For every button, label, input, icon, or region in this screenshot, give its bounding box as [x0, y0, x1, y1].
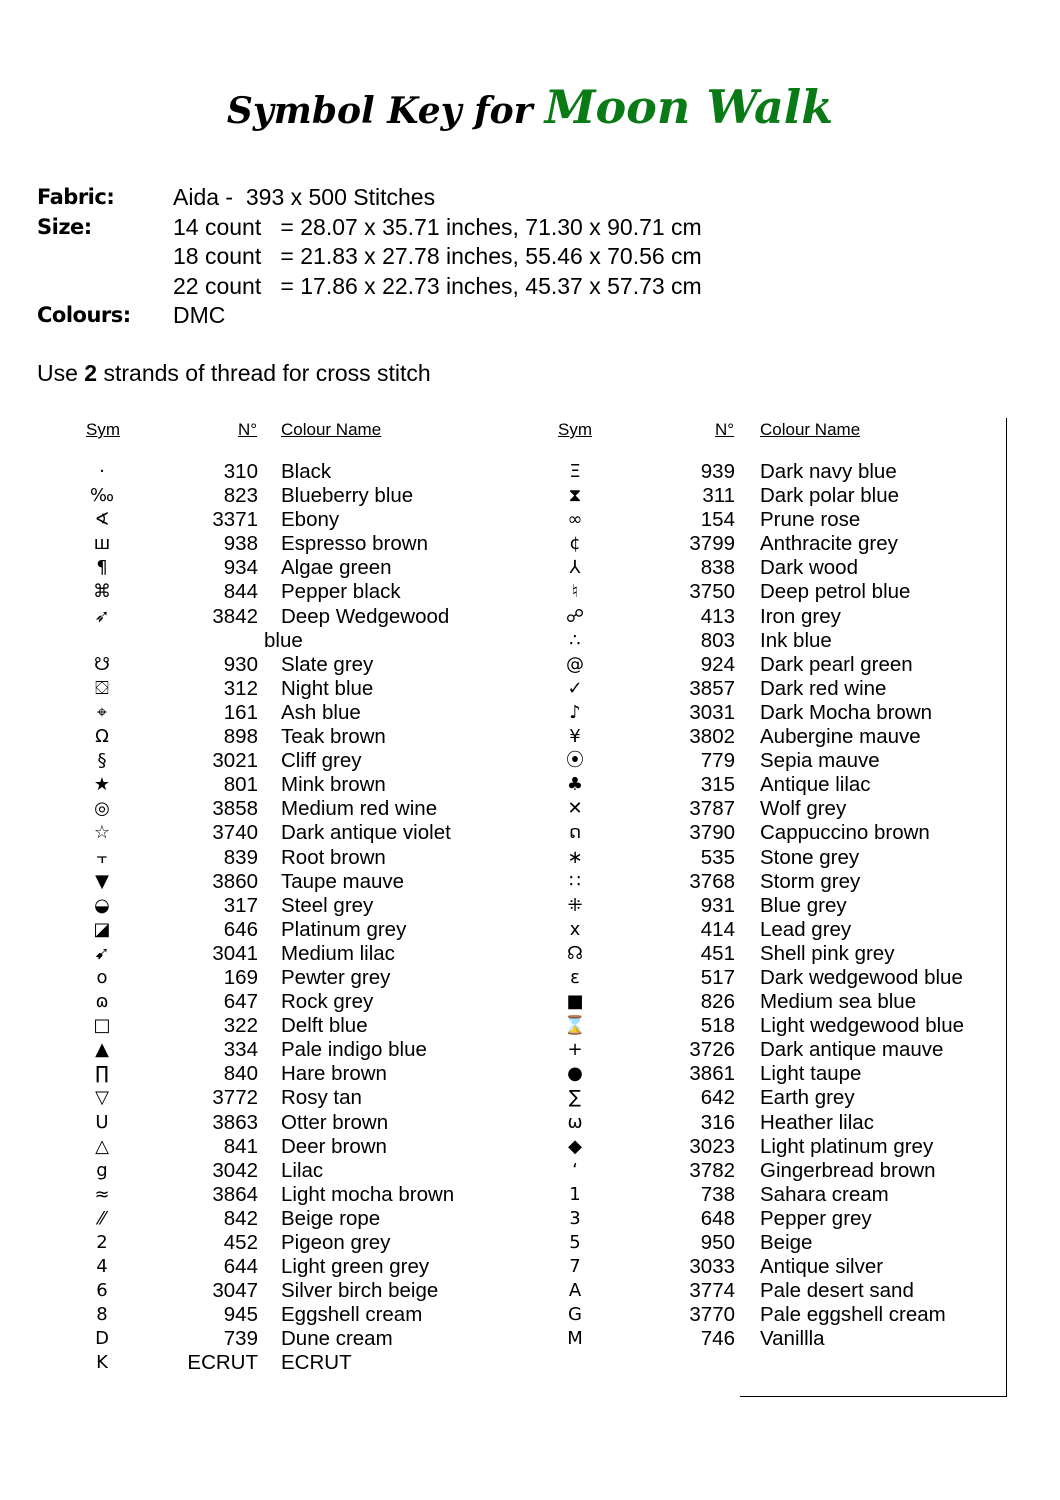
dmc-number: 642 [700, 1086, 735, 1110]
dmc-number: 3782 [689, 1158, 735, 1182]
symbol-glyph: § [97, 750, 107, 772]
symbol-glyph: ⦿ [566, 750, 584, 772]
symbol-glyph: △ [95, 1135, 109, 1157]
dmc-number: 310 [223, 460, 258, 483]
colour-name: Platinum grey [281, 917, 407, 941]
symbol-glyph: ☆ [93, 822, 111, 844]
symbol-glyph: 3 [569, 1207, 581, 1229]
symbol-glyph: ■ [566, 991, 584, 1013]
colour-name: Mink brown [281, 773, 386, 797]
colour-name: Root brown [281, 845, 386, 869]
symbol-glyph: ▼ [95, 870, 109, 892]
dmc-number: 3790 [689, 821, 735, 845]
dmc-number: 413 [700, 604, 735, 628]
symbol-glyph: ➶ [94, 605, 110, 627]
symbol-glyph: ◪ [93, 918, 111, 940]
symbol-glyph: ★ [93, 774, 111, 796]
symbol-glyph: · [99, 461, 105, 482]
dmc-number: 3042 [212, 1158, 258, 1182]
colour-name-continued: blue [264, 628, 303, 652]
left-header-name: Colour Name [281, 420, 382, 439]
symbol-glyph: ⫟ [96, 846, 108, 868]
symbol-glyph: ⅄ [569, 557, 581, 579]
colour-name: Cliff grey [281, 749, 362, 773]
title-prefix: Symbol Key for [226, 90, 533, 132]
dmc-number: 3858 [212, 797, 258, 821]
dmc-number: 517 [700, 965, 735, 989]
colour-name: Pigeon grey [281, 1231, 391, 1254]
right-header-name: Colour Name [760, 420, 861, 439]
colour-name: Dark red wine [760, 676, 887, 700]
colour-name: Pewter grey [281, 965, 391, 989]
dmc-number: 3842 [212, 604, 258, 628]
colour-name: Rock grey [281, 990, 374, 1014]
dmc-number: 3861 [689, 1062, 735, 1086]
dmc-number: 312 [223, 676, 258, 700]
colour-name: Shell pink grey [760, 941, 895, 965]
dmc-number: 930 [223, 652, 258, 676]
size-22-count: 22 count = 17.86 x 22.73 inches, 45.37 x 57.73 cm [173, 272, 702, 299]
dmc-number: 646 [223, 917, 258, 941]
symbol-glyph: D [95, 1328, 109, 1350]
colour-name: Dark wedgewood blue [760, 965, 963, 989]
symbol-glyph: 1 [569, 1183, 581, 1205]
symbol-glyph: ♣ [566, 774, 584, 796]
symbol-glyph: ⌖ [96, 701, 108, 723]
dmc-number: 842 [223, 1206, 258, 1230]
dmc-number: 3799 [689, 532, 735, 556]
colour-name: Pale eggshell cream [760, 1303, 946, 1327]
dmc-number: 746 [700, 1327, 735, 1351]
colour-name: Light platinum grey [760, 1134, 934, 1158]
symbol-glyph: ♮ [571, 581, 579, 603]
colour-name: Vanillla [760, 1327, 825, 1351]
colour-name: Light taupe [760, 1062, 862, 1086]
symbol-glyph: ☍ [565, 605, 585, 627]
colour-name: Aubergine mauve [760, 725, 921, 749]
strands-note [37, 360, 431, 387]
symbol-glyph: ♪ [569, 701, 581, 723]
symbol-glyph: ∢ [94, 509, 110, 531]
dmc-number: 3864 [212, 1182, 258, 1206]
symbol-glyph: □ [93, 1015, 111, 1037]
dmc-number: 334 [223, 1038, 258, 1062]
dmc-number: 3787 [689, 797, 735, 821]
colour-name: Medium lilac [281, 941, 395, 965]
symbol-glyph: G [568, 1304, 582, 1326]
symbol-glyph: ▽ [95, 1087, 109, 1109]
dmc-number: 803 [700, 628, 735, 652]
colour-name: Teak brown [281, 725, 386, 749]
colour-name: Light wedgewood blue [760, 1014, 965, 1038]
colour-name: Otter brown [281, 1110, 389, 1134]
dmc-number: 169 [223, 965, 258, 989]
dmc-number: 154 [700, 508, 735, 532]
dmc-number: 535 [700, 845, 735, 869]
symbol-glyph: ⛋ [95, 677, 109, 699]
colour-name: Deep petrol blue [760, 580, 911, 604]
colour-name: Algae green [281, 556, 392, 580]
left-header-num: N° [238, 420, 258, 439]
right-header-sym: Sym [558, 420, 592, 439]
symbol-glyph: ¢ [569, 533, 581, 555]
symbol-glyph: ∗ [567, 846, 583, 868]
dmc-number: 738 [700, 1182, 735, 1206]
symbol-glyph: Ω [95, 726, 109, 748]
symbol-glyph: ∷ [569, 870, 581, 892]
symbol-glyph: ∞ [567, 509, 583, 531]
fabric-value: Aida - 393 x 500 Stitches [173, 184, 436, 210]
colour-name: Ink blue [760, 628, 832, 652]
symbol-glyph: ✓ [567, 677, 583, 699]
dmc-number: 779 [700, 749, 735, 773]
symbol-glyph: ◎ [94, 798, 110, 820]
colour-name: Ash blue [281, 700, 361, 724]
colour-name: Antique lilac [760, 773, 871, 797]
colour-name: Silver birch beige [281, 1279, 439, 1303]
right-header-num: N° [715, 420, 735, 439]
symbol-glyph: o [96, 966, 108, 988]
symbol-glyph: 6 [96, 1280, 108, 1302]
dmc-number: 3371 [212, 508, 258, 532]
dmc-number: 316 [700, 1110, 735, 1134]
colour-name: Dark navy blue [760, 460, 897, 483]
colour-name: Dark pearl green [760, 652, 913, 676]
colour-name: Pale indigo blue [281, 1038, 427, 1062]
colour-name: Rosy tan [281, 1086, 362, 1110]
dmc-number: 841 [223, 1134, 258, 1158]
colour-name: Wolf grey [760, 797, 847, 821]
symbol-glyph: ¥ [569, 726, 581, 748]
colour-name: Blue grey [760, 893, 847, 917]
colour-name: Blueberry blue [281, 484, 414, 508]
dmc-number: 801 [223, 773, 258, 797]
dmc-number: 839 [223, 845, 258, 869]
colour-name: Prune rose [760, 508, 861, 532]
colour-name: Hare brown [281, 1062, 387, 1086]
colours-value: DMC [173, 302, 226, 328]
dmc-number: 311 [702, 484, 735, 508]
colour-name: Taupe mauve [281, 869, 405, 893]
symbol-glyph: ɷ [95, 991, 109, 1013]
colour-name: Medium red wine [281, 797, 438, 821]
colour-name: Light green grey [281, 1255, 430, 1279]
colour-name: Pepper black [281, 580, 401, 604]
dmc-number: 161 [223, 700, 258, 724]
colour-name: Iron grey [760, 604, 841, 628]
border-horizontal [740, 1396, 1007, 1397]
colour-name: Antique silver [760, 1255, 884, 1279]
border-vertical [1006, 418, 1007, 1396]
dmc-number: 3860 [212, 869, 258, 893]
symbol-glyph: ◆ [568, 1135, 582, 1157]
dmc-number: 3047 [212, 1279, 258, 1303]
dmc-number: 945 [223, 1303, 258, 1327]
symbol-glyph: ⧗ [568, 485, 582, 507]
symbol-glyph: 7 [569, 1256, 581, 1278]
colour-name: Beige [760, 1231, 813, 1254]
left-header-sym: Sym [86, 420, 120, 439]
symbol-glyph: ¶ [96, 557, 108, 579]
size-label: Size: [37, 214, 92, 239]
colour-name: Dark wood [760, 556, 858, 580]
dmc-number: 452 [223, 1231, 258, 1254]
page-title [0, 80, 1060, 134]
dmc-number: 931 [700, 893, 735, 917]
colour-name: Night blue [281, 676, 374, 700]
dmc-number: 648 [700, 1206, 735, 1230]
dmc-number: 451 [700, 941, 735, 965]
dmc-number: 739 [223, 1327, 258, 1351]
colour-name: Beige rope [281, 1206, 381, 1230]
symbol-glyph: ω [567, 1111, 583, 1133]
colour-name: Slate grey [281, 652, 374, 676]
pattern-name: Moon Walk [544, 80, 834, 134]
colour-name: Cappuccino brown [760, 821, 930, 845]
colour-name: Pepper grey [760, 1206, 872, 1230]
symbol-glyph: ᑌ [95, 1111, 109, 1133]
dmc-number: 322 [223, 1014, 258, 1038]
dmc-number: 3021 [212, 749, 258, 773]
colour-name: Sahara cream [760, 1182, 889, 1206]
colour-name: Dark Mocha brown [760, 700, 933, 724]
dmc-number: 826 [700, 990, 735, 1014]
colour-name: Eggshell cream [281, 1303, 423, 1327]
symbol-glyph: ⁜ [567, 894, 583, 916]
dmc-number: 3023 [689, 1134, 735, 1158]
dmc-number: 3031 [689, 700, 735, 724]
symbol-glyph: ∴ [569, 629, 581, 651]
symbol-glyph: ☊ [567, 942, 583, 964]
symbol-glyph: + [567, 1039, 583, 1061]
dmc-number: 414 [700, 917, 735, 941]
colour-name: Stone grey [760, 845, 860, 869]
symbol-glyph: ∏ [95, 1063, 109, 1085]
dmc-number: 317 [223, 893, 258, 917]
colour-name: Medium sea blue [760, 990, 917, 1014]
symbol-glyph: A [568, 1280, 582, 1302]
dmc-number: 3857 [689, 676, 735, 700]
dmc-number: 315 [700, 773, 735, 797]
dmc-number: 3802 [689, 725, 735, 749]
symbol-glyph: ‰ [89, 485, 115, 507]
dmc-number: 3041 [212, 941, 258, 965]
symbol-glyph: @ [566, 653, 584, 675]
symbol-glyph: 8 [96, 1304, 108, 1326]
dmc-number: 3750 [689, 580, 735, 604]
colour-name: Dark antique mauve [760, 1038, 944, 1062]
colour-name: Gingerbread brown [760, 1158, 936, 1182]
colour-name: Delft blue [281, 1014, 368, 1038]
dmc-number: 898 [223, 725, 258, 749]
colour-name: Dune cream [281, 1327, 393, 1351]
dmc-number: 3033 [689, 1255, 735, 1279]
colours-label: Colours: [37, 303, 131, 327]
symbol-glyph: M [567, 1328, 583, 1350]
dmc-number: 518 [700, 1014, 735, 1038]
dmc-number: 924 [700, 652, 735, 676]
colour-name: Dark antique violet [281, 821, 451, 845]
symbol-glyph: 4 [96, 1256, 108, 1278]
colour-name: Black [281, 460, 332, 483]
symbol-glyph: 5 [569, 1232, 581, 1253]
symbol-glyph: ш [93, 533, 111, 555]
dmc-number: 3770 [689, 1303, 735, 1327]
symbol-glyph: ▲ [95, 1039, 109, 1061]
dmc-number: 934 [223, 556, 258, 580]
symbol-glyph: ‘ [572, 1159, 578, 1181]
dmc-number: 838 [700, 556, 735, 580]
colour-name: Dark polar blue [760, 484, 900, 508]
dmc-number: 823 [223, 484, 258, 508]
symbol-glyph: ● [567, 1063, 583, 1085]
dmc-number: ECRUT [187, 1351, 258, 1375]
colour-name: Ebony [281, 508, 340, 532]
symbol-glyph: ✕ [567, 798, 583, 820]
symbol-glyph: ɛ [570, 966, 580, 988]
dmc-number: 3768 [689, 869, 735, 893]
dmc-number: 950 [700, 1231, 735, 1254]
colour-name: Lead grey [760, 917, 852, 941]
dmc-number: 939 [700, 460, 735, 483]
dmc-number: 840 [223, 1062, 258, 1086]
symbol-glyph: K [96, 1352, 108, 1374]
dmc-number: 3726 [689, 1038, 735, 1062]
dmc-number: 3774 [689, 1279, 735, 1303]
symbol-glyph: Ξ [569, 461, 581, 482]
colour-name: Espresso brown [281, 532, 428, 556]
dmc-number: 644 [223, 1255, 258, 1279]
symbol-glyph: x [569, 918, 581, 940]
size-14-count: 14 count = 28.07 x 35.71 inches, 71.30 x 90.71 cm [173, 213, 702, 240]
dmc-number: 3863 [212, 1110, 258, 1134]
symbol-glyph: ∑ [568, 1087, 582, 1109]
size-18-count: 18 count = 21.83 x 27.78 inches, 55.46 x 70.56 cm [173, 243, 702, 269]
dmc-number: 844 [223, 580, 258, 604]
symbol-glyph: ☋ [94, 653, 110, 675]
symbol-glyph: ⁄⁄ [98, 1207, 105, 1229]
colour-name: Pale desert sand [760, 1279, 914, 1303]
dmc-number: 3740 [212, 821, 258, 845]
colour-name: Anthracite grey [760, 532, 898, 556]
symbol-glyph: ≈ [94, 1183, 110, 1205]
symbol-glyph: ດ [568, 822, 582, 844]
symbol-glyph: ◒ [94, 894, 110, 916]
symbol-glyph: g [96, 1159, 108, 1181]
strands-after: strands of thread for cross stitch [97, 360, 431, 386]
colour-name: Steel grey [281, 893, 374, 917]
colour-name: Lilac [281, 1158, 324, 1182]
colour-name: Light mocha brown [281, 1182, 455, 1206]
symbol-glyph: ➹ [94, 942, 110, 964]
dmc-number: 3772 [212, 1086, 258, 1110]
symbol-glyph: 2 [96, 1232, 108, 1253]
colour-name: Earth grey [760, 1086, 855, 1110]
fabric-label: Fabric: [37, 185, 115, 209]
colour-name: Sepia mauve [760, 749, 880, 773]
symbol-glyph: ⌛ [563, 1015, 587, 1037]
colour-name: ECRUT [281, 1351, 352, 1375]
dmc-number: 938 [223, 532, 258, 556]
colour-name: Heather lilac [760, 1110, 874, 1134]
colour-name: Deep Wedgewood [281, 604, 450, 628]
dmc-number: 647 [223, 990, 258, 1014]
colour-name: Storm grey [760, 869, 861, 893]
symbol-glyph: ⌘ [93, 581, 111, 603]
strands-count: 2 [84, 360, 98, 386]
strands-before: Use [37, 360, 85, 386]
colour-name: Deer brown [281, 1134, 387, 1158]
